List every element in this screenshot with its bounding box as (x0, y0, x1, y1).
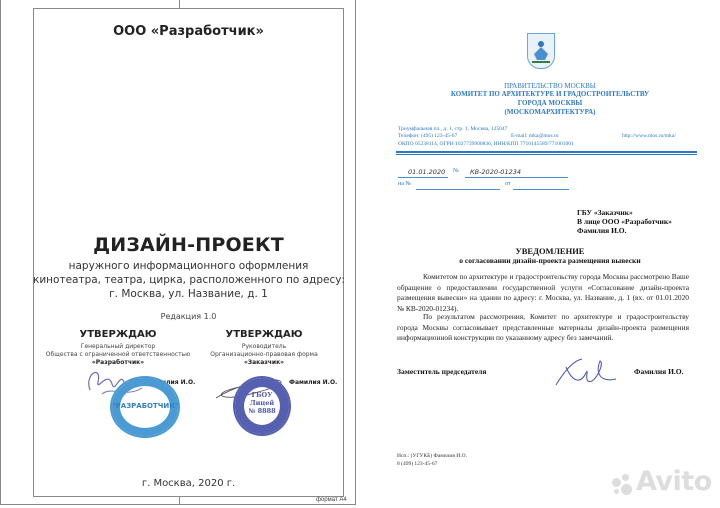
notice-title: УВЕДОМЛЕНИЕ (515, 246, 585, 256)
edition-label: Редакция 1.0 (160, 312, 217, 321)
committee-website: http://www.mos.ru/mka/ (622, 133, 676, 139)
executor-name: Исп.: (УГУКБ) Фамилия И.О. (397, 453, 467, 459)
customer-signer-name: Фамилия И.О. (289, 379, 338, 386)
committee-registry: ОКПО 05238114, ОГРН 1027739900836, ИНН/КПП 7710145589/771001001 (398, 141, 574, 147)
committee-line-1: КОМИТЕТ ПО АРХИТЕКТУРЕ И ГРАДОСТРОИТЕЛЬСТВУ (450, 90, 650, 98)
from-label: от (505, 181, 511, 187)
customer-stamp-icon (233, 376, 291, 436)
stamp-line-3: № 8888 (248, 407, 276, 415)
approval-block-customer (205, 329, 323, 367)
avito-watermark: Avito (636, 466, 712, 497)
approval-org-name: «Разработчик» (91, 359, 145, 366)
developer-stamp-icon (110, 376, 180, 438)
approval-org-name: «Заказчик» (243, 359, 285, 366)
in-reply-label: на № (398, 181, 412, 187)
number-label: № (453, 168, 459, 174)
approval-position: Генеральный директор (80, 343, 156, 350)
notice-paragraph-2: По результатом рассмотрения, Комитет по архитектуре и градостроительству города Москвы согласовывает представленные материалы дизайн-проекта размещения информационной конструкции по указанному адресу без замечаний. (397, 312, 689, 343)
developer-company-name: ООО «Разработчик» (113, 24, 264, 39)
committee-address: Триумфальная пл., д. 1, стр. 1, Москва, 125047 (398, 126, 508, 132)
subtitle-line-1: наружного информационного оформления (68, 260, 309, 272)
outgoing-number: КВ-2020-01234 (470, 168, 521, 176)
document-title: ДИЗАЙН-ПРОЕКТ (93, 234, 284, 256)
date-underline (398, 177, 448, 178)
notice-subtitle: о согласовании дизайн-проекта размещения вывески (459, 256, 641, 265)
addressee-line-2: В лице ООО «Разработчик» (577, 217, 672, 226)
signer-name: Фамилия И.О. (634, 367, 684, 376)
subtitle-line-2: кинотеатра, театра, цирка, расположенного по адресу: (33, 274, 345, 286)
approval-org-line: Организационно-правовая форма (210, 351, 318, 358)
number-underline (465, 177, 568, 178)
subtitle-line-3: г. Москва, ул. Название, д. 1 (109, 288, 268, 300)
reply-number-underline (416, 189, 500, 190)
avito-logo-icon (612, 474, 634, 496)
notice-paragraph-1: Комитетом по архитектуре и градостроительству города Москвы рассмотрено Ваше обращение о предоставлении государственной услуги «Согласование дизайн-проекта размещения вывески» на здании по адресу: г. Москва, ул. Название, д. 1 (вх. от 01.01.2020 № КВ-2020-01234). (397, 272, 689, 313)
frame-divider-top (179, 0, 180, 8)
addressee-line-3: Фамилия И.О. (577, 226, 627, 235)
stamp-text: "РАЗРАБОТЧИК" (112, 402, 179, 410)
deputy-signature-icon (552, 355, 622, 389)
stamp-line-1: ГБОУ (251, 391, 273, 399)
committee-phone: Телефон: (495) 123-45-67 (398, 133, 458, 139)
reply-date-underline (513, 189, 569, 190)
approval-position: Руководитель (241, 343, 287, 350)
signer-position: Заместитель председателя (397, 367, 487, 376)
header-divider-thin (396, 154, 697, 155)
government-name: ПРАВИТЕЛЬСТВО МОСКВЫ (504, 82, 596, 90)
header-divider (396, 151, 697, 153)
committee-line-2: ГОРОДА МОСКВЫ (517, 99, 583, 107)
committee-line-3: (МОСКОМАРХИТЕКТУРА) (504, 108, 596, 116)
format-label: формат А4 (316, 497, 347, 503)
stamp-line-2: Лицей (249, 399, 275, 407)
city-year: г. Москва, 2020 г. (141, 478, 236, 489)
approval-org-line: Общества с ограниченной ответственностью (45, 351, 191, 358)
executor-phone: 8 (499) 123-45-67 (397, 461, 438, 467)
frame-divider-bottom (179, 497, 180, 505)
outgoing-date: 01.01.2020 (408, 168, 446, 176)
stamp-text (235, 391, 289, 415)
approval-heading: УТВЕРЖДАЮ (225, 329, 303, 340)
addressee-line-1: ГБУ «Заказчик» (577, 208, 633, 217)
developer-signer-name: Фамилия И.О. (147, 379, 196, 386)
moscow-coat-of-arms-icon (527, 33, 555, 69)
committee-email: E-mail: mka@mos.ru (511, 133, 559, 139)
approval-heading: УТВЕРЖДАЮ (79, 329, 157, 340)
